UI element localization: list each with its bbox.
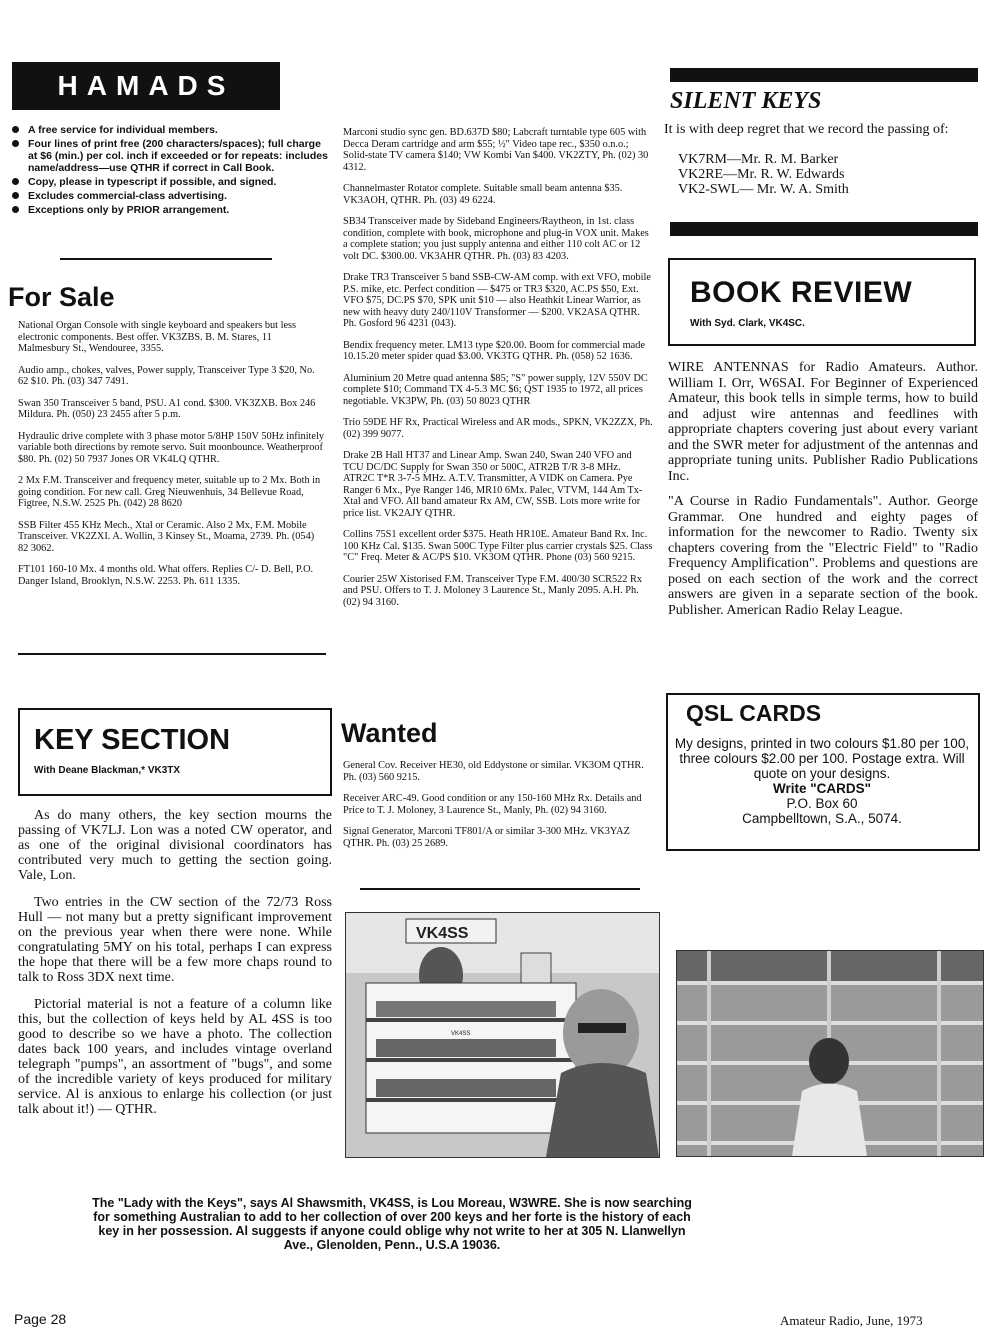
classified-ad: Channelmaster Rotator complete. Suitable small beam antenna $35. VK3AOH, QTHR. Ph. (03) 49 6224. bbox=[343, 183, 623, 206]
key-paragraph: Two entries in the CW section of the 72/73 Ross Hull — not many but a pretty significant improvement on the previous year when there were none. While congratulating 5MY on his total, perhaps I can express the hope that there will be a few more chaps round to talk to Ross 3DX next time. bbox=[18, 895, 332, 985]
silent-keys-intro: It is with deep regret that we record the passing of: bbox=[664, 122, 949, 137]
key-section-title: KEY SECTION bbox=[34, 724, 231, 756]
classified-ad: Collins 75S1 excellent order $375. Heath HR10E. Amateur Band Rx. Inc. 100 KHz Cal. $135. Swan 500C Type Filter plus carrier crystals $25. Class "C" Freq. Meter & AC/PS $10. VK3OM QTHR. Phone (03) 560 9215. bbox=[343, 529, 653, 563]
divider bbox=[18, 653, 326, 655]
review-paragraph: WIRE ANTENNAS for Radio Amateurs. Author. William I. Orr, W6SAI. For Beginner of Experienced Amateur, this book tells in simple terms, how to build and adjust wire antennas and feedlines with appropriate chapters covering just about every variant and the SWR meter for adjustment of the antennas and appropriate tuning units. Publisher Radio Publications Inc. bbox=[668, 360, 978, 484]
classified-ad: General Cov. Receiver HE30, old Eddystone or similar. VK3OM QTHR. Ph. (03) 560 9215. bbox=[343, 760, 644, 783]
classified-ad: Signal Generator, Marconi TF801/A or similar 3-300 MHz. VK3YAZ QTHR. Ph. (03) 25 2689. bbox=[343, 826, 630, 849]
divider bbox=[360, 888, 640, 890]
key-section-text bbox=[18, 808, 332, 1129]
qsl-description: My designs, printed in two colours $1.80 per 100, three colours $2.00 per 100. Postage extra. Will quote on your designs. bbox=[674, 736, 970, 781]
wanted-column bbox=[343, 760, 654, 859]
book-review-byline: With Syd. Clark, VK4SC. bbox=[690, 318, 805, 329]
for-sale-column-1 bbox=[18, 320, 324, 597]
silent-key-name: VK2-SWL— Mr. W. A. Smith bbox=[678, 182, 849, 197]
classified-ad: National Organ Console with single keyboard and speakers but less electronic components. Best offer. VK3ZBS. B. M. Stares, 11 Malmesbury St., Wendouree, 3355. bbox=[18, 320, 297, 354]
sign-text: VK4SS bbox=[416, 925, 469, 942]
silent-keys-bottom-bar bbox=[670, 222, 978, 236]
key-paragraph: Pictorial material is not a feature of a column like this, but the collection of keys held by AL 4SS is too good to describe so we have a photo. The collection dates back 100 years, and includes vintage overland telegraph "pumps", an assortment of "bugs", and some of the incredible variety of keys produced for military service. Al is anxious to enlarge his collection (or just talk about it!) — QTHR. bbox=[18, 997, 332, 1117]
wanted-heading: Wanted bbox=[341, 718, 438, 748]
for-sale-column-2 bbox=[343, 127, 654, 618]
review-paragraph: "A Course in Radio Fundamentals". Author. George Grammar. One hundred and eighty pages of information for the newcomer to Radio. Twenty six chapters covering from the "Electric Field" to "Radio Frequency Amplification". Problems and questions are posed on each section of the work and the correct answers are given in a separate section of the book. Publisher. American Radio Relay League. bbox=[668, 494, 978, 618]
divider bbox=[60, 258, 272, 260]
photo-key-collection bbox=[345, 912, 660, 1158]
classified-ad: Bendix frequency meter. LM13 type $20.00. Boom for commercial made 10.15.20 meter spider quad $3.00. VK3TG QTHR. Ph. (058) 52 1636. bbox=[343, 339, 645, 362]
for-sale-heading: For Sale bbox=[8, 282, 115, 312]
classified-ad: SB34 Transceiver made by Sideband Engineers/Raytheon, in 1st. class condition, complete with book, microphone and plug-in VOX unit. Makes a complete station; you just supply antenna and either 110 colt AC or 12 volt DC. $300.00. VK3AHR QTHR. Ph. (03) 83 4203. bbox=[343, 216, 649, 262]
silent-key-name: VK7RM—Mr. R. M. Barker bbox=[678, 152, 839, 167]
rule-item: Excludes commercial-class advertising. bbox=[10, 190, 332, 202]
qsl-cards-body bbox=[672, 736, 972, 826]
hamads-rules bbox=[10, 124, 332, 218]
classified-ad: Receiver ARC-49. Good condition or any 150-160 MHz Rx. Details and Price to T. J. Moloney, 3 Laurence St., Manly, Ph. (02) 94 3160. bbox=[343, 793, 642, 816]
rule-item: Exceptions only by PRIOR arrangement. bbox=[10, 204, 332, 216]
classified-ad: Hydraulic drive complete with 3 phase motor 5/8HP 150V 50Hz infinitely variable both directions by remote servo. Suit moonbounce. Weatherproof $80. Ph. (02) 50 7937 Jones OR VK4LQ QTHR. bbox=[18, 430, 324, 465]
classified-ad: Audio amp., chokes, valves, Power supply, Transceiver Type 3 $20, No. 62 $10. Ph. (03) 347 7491. bbox=[18, 364, 315, 387]
page-number: Page 28 bbox=[14, 1311, 67, 1327]
hamads-title: HAMADS bbox=[12, 62, 280, 110]
key-paragraph: As do many others, the key section mourns the passing of VK7LJ. Lon was a noted CW operator, and as one of the original divisional coordinators has contributed very much to getting the section going. Vale, Lon. bbox=[18, 808, 332, 883]
qsl-box-line: P.O. Box 60 bbox=[786, 796, 858, 811]
classified-ad: SSB Filter 455 KHz Mech., Xtal or Ceramic. Also 2 Mx, F.M. Mobile Transceiver. VK2ZXI. A. Wollin, 3 Kinsey St., Moama, 2739. Ph. (054) 82 3062. bbox=[18, 519, 315, 554]
qsl-town-line: Campbelltown, S.A., 5074. bbox=[742, 811, 902, 826]
rule-item: Copy, please in typescript if possible, and signed. bbox=[10, 176, 332, 188]
book-review-title: BOOK REVIEW bbox=[690, 276, 913, 309]
photo-lady-image bbox=[677, 951, 983, 1156]
silent-key-name: VK2RE—Mr. R. W. Edwards bbox=[678, 167, 845, 182]
classified-ad: FT101 160-10 Mx. 4 months old. What offers. Replies C/- D. Bell, P.O. Danger Island, Brooklyn, N.S.W. 2253. Ph. 611 1335. bbox=[18, 564, 314, 587]
key-section-byline: With Deane Blackman,* VK3TX bbox=[34, 765, 181, 776]
silent-keys-list bbox=[678, 152, 849, 197]
classified-ad: Drake TR3 Transceiver 5 band SSB-CW-AM comp. with ext VFO, mobile P.S. mike, etc. Perfect condition — $475 or TR3 $320, AC.PS $50, Ext. VFO $75, DC.PS $70, SPK unit $10 — also Heathkit Linear Warrior, as new with heavy duty 240/110V Transformer — $200. VK2ASA QTHR. Ph. Gosford 96 4231 (043). bbox=[343, 272, 651, 329]
shelf-label: VK4SS bbox=[451, 1031, 471, 1037]
photo-caption: The "Lady with the Keys", says Al Shawsmith, VK4SS, is Lou Moreau, W3WRE. She is now searching for something Australian to add to her collection of over 200 keys and her forte is the history of each key in her possession. Al suggests if anyone could oblige why not write to her at 305 N. Llanwellyn Ave., Glenolden, Penn., U.S.A 19036. bbox=[92, 1196, 692, 1252]
rule-item: Four lines of print free (200 characters/spaces); full charge at $6 (min.) per col. inch if exceeded or for repeats: includes name/address—use QTHR if correct in Call Book. bbox=[10, 138, 332, 174]
book-review-text bbox=[668, 360, 978, 628]
rule-item: A free service for individual members. bbox=[10, 124, 332, 136]
qsl-write-line: Write "CARDS" bbox=[772, 781, 872, 796]
silent-keys-title: SILENT KEYS bbox=[670, 88, 822, 114]
classified-ad: Drake 2B Hall HT37 and Linear Amp. Swan 240, Swan 240 VFO and TCU DC/DC Supply for Swan 350 or 500C, ATR2B T/R 3-8 MHz. ATR2C T*R 3-7-5 MHz. A.T.V. Transmitter, A VIDK on Camera. Pye Ranger 6 Mx., Pye Ranger 146, MR10 6Mx. Palec, VTVM, 144 Am Tx-Xtal and VFO. All band amateur Rx AM, CW, SSB. Lots more write for price list. VK2AJY QTHR. bbox=[343, 450, 643, 519]
classified-ad: Marconi studio sync gen. BD.637D $80; Labcraft turntable type 605 with Decca Deram cartridge and arm $55; ½" Video tape rec., $350 o.n.o.; Solid-state TV camera $140; VW Kombi Van $400. VK2ZTY, Ph. (02) 30 4312. bbox=[343, 127, 649, 173]
classified-ad: Trio 59DE HF Rx, Practical Wireless and AR mods., SPKN, VK2ZZX, Ph. (02) 399 9077. bbox=[343, 417, 653, 440]
qsl-cards-title: QSL CARDS bbox=[686, 700, 822, 726]
magazine-issue: Amateur Radio, June, 1973 bbox=[780, 1313, 923, 1328]
classified-ad: Courier 25W Xistorised F.M. Transceiver Type F.M. 400/30 SCR522 Rx and PSU. Offers to T. J. Moloney 3 Laurence St., Manly 2095. A.H. Ph. (02) 94 3160. bbox=[343, 573, 643, 608]
silent-keys-bar bbox=[670, 68, 978, 82]
classified-ad: Swan 350 Transceiver 5 band, PSU. A1 cond. $300. VK3ZXB. Box 246 Mildura. Ph. (050) 23 2455 after 5 p.m. bbox=[18, 397, 316, 420]
classified-ad: 2 Mx F.M. Transceiver and frequency meter, suitable up to 2 Mx. Both in going condition. For new call. Greg Nieuwenhuis, 34 Bellevue Road, Figtree, N.S.W. 2525 Ph. (042) 28 8620 bbox=[18, 475, 321, 509]
classified-ad: Aluminium 20 Metre quad antenna $85; "S" power supply, 12V 550V DC complete $10; Command TX 4-5.3 MC $6; QST 1935 to 1972, all prices negotiable. VK3PW, Ph. (03) 50 8023 QTHR bbox=[343, 372, 648, 407]
photo-key-collection-image bbox=[346, 913, 659, 1157]
photo-lady-with-keys bbox=[676, 950, 984, 1157]
